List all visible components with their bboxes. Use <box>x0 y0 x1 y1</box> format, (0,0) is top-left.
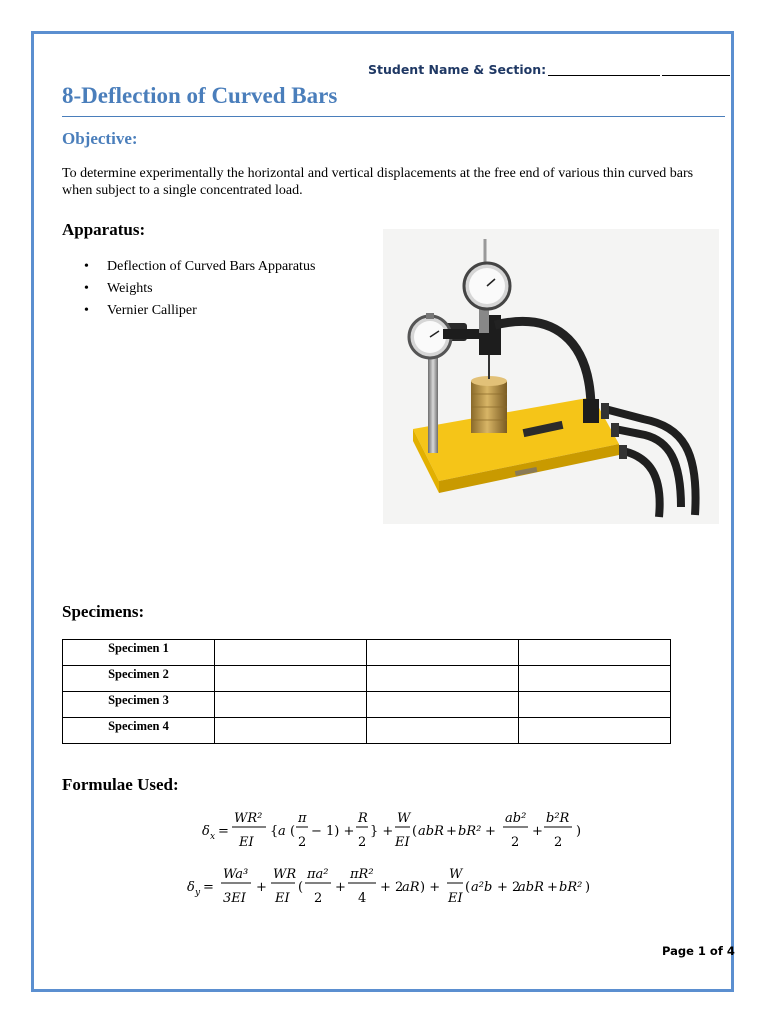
svg-text:+: + <box>485 824 496 839</box>
svg-text:WR: WR <box>273 867 297 882</box>
svg-text:+: + <box>256 880 267 895</box>
bullet-icon: • <box>84 259 89 274</box>
table-cell[interactable] <box>519 666 671 692</box>
svg-text:EI: EI <box>239 835 254 850</box>
list-item <box>80 278 315 300</box>
svg-text:δ: δ <box>187 880 195 895</box>
bullet-icon: • <box>84 281 89 296</box>
svg-text:2: 2 <box>511 835 520 850</box>
student-name-label: Student Name & Section: <box>368 62 547 77</box>
table-cell[interactable] <box>215 718 367 744</box>
title-divider <box>62 116 725 117</box>
svg-text:a: a <box>278 824 286 839</box>
svg-text:+: + <box>547 880 558 895</box>
svg-text:=: = <box>218 824 229 839</box>
svg-text:abR: abR <box>418 824 444 839</box>
table-cell[interactable] <box>367 666 519 692</box>
svg-text:Wa³: Wa³ <box>223 867 249 882</box>
table-row <box>63 640 671 666</box>
specimens-table <box>62 639 671 744</box>
svg-text:+: + <box>532 824 543 839</box>
svg-text:π: π <box>298 811 307 826</box>
svg-text:a²b: a²b <box>471 880 493 895</box>
svg-text:(: ( <box>298 880 304 895</box>
svg-text:2: 2 <box>358 835 367 850</box>
svg-text:) +: ) + <box>420 880 441 895</box>
svg-text:bR²: bR² <box>559 880 583 895</box>
svg-text:WR²: WR² <box>234 811 263 826</box>
student-name-blank[interactable] <box>548 75 660 76</box>
table-row <box>63 718 671 744</box>
svg-text:EI: EI <box>275 891 290 906</box>
table-cell[interactable] <box>367 640 519 666</box>
table-cell[interactable] <box>215 666 367 692</box>
apparatus-list <box>80 256 315 322</box>
specimen-label: Specimen 1 <box>63 640 215 666</box>
objective-heading: Objective: <box>62 129 138 148</box>
apparatus-item-label: Deflection of Curved Bars Apparatus <box>107 259 316 274</box>
svg-text:2: 2 <box>554 835 563 850</box>
svg-text:abR: abR <box>518 880 544 895</box>
svg-text:y: y <box>195 888 201 898</box>
svg-text:2: 2 <box>314 891 323 906</box>
svg-text:EI: EI <box>448 891 463 906</box>
formulae-heading: Formulae Used: <box>62 775 179 794</box>
svg-text:W: W <box>397 811 411 826</box>
svg-text:(: ( <box>465 880 471 895</box>
svg-text:+ 2: + 2 <box>380 880 404 895</box>
svg-text:b²R: b²R <box>546 811 570 826</box>
apparatus-illustration <box>383 229 719 524</box>
list-item <box>80 300 315 322</box>
student-name-section <box>368 62 730 77</box>
apparatus-item-label: Weights <box>107 281 153 296</box>
page-title: 8-Deflection of Curved Bars <box>62 83 338 108</box>
table-row <box>63 692 671 718</box>
formula-delta-y-graphic <box>185 864 605 910</box>
apparatus-item-label: Vernier Calliper <box>107 303 197 318</box>
table-cell[interactable] <box>367 718 519 744</box>
svg-text:W: W <box>449 867 463 882</box>
page-number: Page 1 of 4 <box>662 944 735 958</box>
svg-text:EI: EI <box>395 835 410 850</box>
svg-text:{: { <box>270 824 279 839</box>
specimen-label: Specimen 3 <box>63 692 215 718</box>
objective-text: To determine experimentally the horizontal and vertical displacements at the free end of various thin curved bars when subject to a single concentrated load. <box>62 166 694 198</box>
svg-text:− 1) +: − 1) + <box>311 824 355 839</box>
svg-text:δ: δ <box>202 824 210 839</box>
formula-delta-x <box>200 808 600 858</box>
table-row <box>63 666 671 692</box>
specimen-label: Specimen 2 <box>63 666 215 692</box>
list-item <box>80 256 315 278</box>
svg-text:bR²: bR² <box>458 824 482 839</box>
svg-text:+: + <box>446 824 457 839</box>
svg-text:+ 2: + 2 <box>497 880 521 895</box>
table-cell[interactable] <box>215 640 367 666</box>
svg-text:+: + <box>335 880 346 895</box>
svg-text:=: = <box>203 880 214 895</box>
svg-text:πR²: πR² <box>350 867 374 882</box>
table-cell[interactable] <box>215 692 367 718</box>
table-cell[interactable] <box>519 692 671 718</box>
table-cell[interactable] <box>519 718 671 744</box>
svg-text:(: ( <box>412 824 418 839</box>
svg-text:3EI: 3EI <box>223 891 246 906</box>
table-cell[interactable] <box>519 640 671 666</box>
svg-text:ab²: ab² <box>505 811 527 826</box>
svg-text:} +: } + <box>370 824 394 839</box>
svg-text:): ) <box>576 824 582 839</box>
svg-text:πa²: πa² <box>307 867 329 882</box>
svg-text:4: 4 <box>358 891 367 906</box>
table-cell[interactable] <box>367 692 519 718</box>
svg-text:R: R <box>358 811 368 826</box>
section-blank[interactable] <box>662 75 730 76</box>
apparatus-heading: Apparatus: <box>62 220 146 239</box>
apparatus-photo <box>383 229 719 524</box>
bullet-icon: • <box>84 303 89 318</box>
formula-delta-y <box>185 864 605 914</box>
formula-delta-x-graphic <box>200 808 600 854</box>
svg-text:(: ( <box>290 824 296 839</box>
specimens-heading: Specimens: <box>62 602 145 621</box>
specimen-label: Specimen 4 <box>63 718 215 744</box>
svg-text:aR: aR <box>402 880 420 895</box>
svg-text:): ) <box>585 880 591 895</box>
svg-text:2: 2 <box>298 835 307 850</box>
svg-text:x: x <box>210 832 216 842</box>
